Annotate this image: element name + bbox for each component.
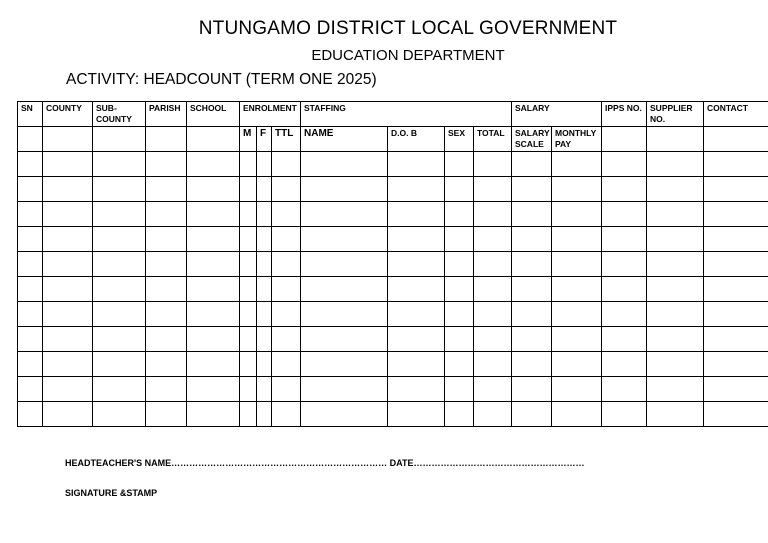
table-cell[interactable] <box>301 352 388 377</box>
table-cell[interactable] <box>240 152 257 177</box>
table-cell[interactable] <box>272 252 301 277</box>
table-cell[interactable] <box>240 177 257 202</box>
table-cell[interactable] <box>445 202 474 227</box>
signature-stamp-label: SIGNATURE &STAMP <box>65 488 158 498</box>
table-cell[interactable] <box>146 327 187 352</box>
table-cell[interactable] <box>704 152 768 177</box>
table-row <box>18 302 768 327</box>
table-cell[interactable] <box>240 402 257 427</box>
table-cell[interactable] <box>647 377 704 402</box>
table-cell[interactable] <box>93 227 146 252</box>
table-cell[interactable] <box>445 302 474 327</box>
table-cell[interactable] <box>552 177 602 202</box>
header-ipps-no: IPPS NO. <box>602 102 647 127</box>
header-enrolment: ENROLMENT <box>240 102 301 127</box>
table-cell[interactable] <box>474 277 512 302</box>
table-cell[interactable] <box>704 177 768 202</box>
table-cell[interactable] <box>43 252 93 277</box>
table-cell[interactable] <box>18 352 43 377</box>
subheader-sex: SEX <box>445 127 474 152</box>
table-cell[interactable] <box>301 202 388 227</box>
table-cell[interactable] <box>704 352 768 377</box>
table-cell[interactable] <box>301 277 388 302</box>
table-cell[interactable] <box>272 152 301 177</box>
table-row <box>18 177 768 202</box>
subheader-name: NAME <box>301 127 388 152</box>
table-cell[interactable] <box>93 352 146 377</box>
table-cell[interactable] <box>647 202 704 227</box>
table-row <box>18 227 768 252</box>
table-cell[interactable] <box>240 252 257 277</box>
table-cell[interactable] <box>43 352 93 377</box>
table-cell[interactable] <box>240 227 257 252</box>
table-cell[interactable] <box>272 377 301 402</box>
table-cell[interactable] <box>647 302 704 327</box>
table-cell[interactable] <box>187 352 240 377</box>
table-cell[interactable] <box>552 152 602 177</box>
table-cell[interactable] <box>43 177 93 202</box>
table-cell[interactable] <box>257 252 272 277</box>
table-cell[interactable] <box>93 402 146 427</box>
table-row <box>18 202 768 227</box>
table-cell[interactable] <box>602 177 647 202</box>
table-cell[interactable] <box>512 402 552 427</box>
table-cell[interactable] <box>445 177 474 202</box>
table-cell[interactable] <box>240 202 257 227</box>
table-cell[interactable] <box>552 227 602 252</box>
table-cell[interactable] <box>187 302 240 327</box>
header-contact: CONTACT <box>704 102 768 127</box>
header-county: COUNTY <box>43 102 93 127</box>
table-cell[interactable] <box>187 252 240 277</box>
table-row <box>18 152 768 177</box>
table-cell[interactable] <box>512 252 552 277</box>
table-cell[interactable] <box>445 377 474 402</box>
table-row <box>18 402 768 427</box>
table-cell[interactable] <box>240 302 257 327</box>
subheader-blank <box>43 127 93 152</box>
table-cell[interactable] <box>43 327 93 352</box>
table-cell[interactable] <box>272 327 301 352</box>
table-cell[interactable] <box>474 177 512 202</box>
table-cell[interactable] <box>146 277 187 302</box>
table-cell[interactable] <box>602 352 647 377</box>
table-cell[interactable] <box>704 402 768 427</box>
table-cell[interactable] <box>146 252 187 277</box>
table-cell[interactable] <box>552 402 602 427</box>
header-staffing: STAFFING <box>301 102 512 127</box>
table-cell[interactable] <box>445 252 474 277</box>
table-cell[interactable] <box>93 202 146 227</box>
table-cell[interactable] <box>257 277 272 302</box>
table-cell[interactable] <box>602 402 647 427</box>
table-cell[interactable] <box>187 177 240 202</box>
table-cell[interactable] <box>301 177 388 202</box>
table-cell[interactable] <box>647 352 704 377</box>
table-cell[interactable] <box>146 152 187 177</box>
table-cell[interactable] <box>146 352 187 377</box>
table-cell[interactable] <box>445 152 474 177</box>
table-cell[interactable] <box>257 302 272 327</box>
table-cell[interactable] <box>388 152 445 177</box>
table-cell[interactable] <box>602 327 647 352</box>
header-sub-county: SUB-COUNTY <box>93 102 146 127</box>
table-cell[interactable] <box>388 227 445 252</box>
table-cell[interactable] <box>445 227 474 252</box>
table-cell[interactable] <box>647 402 704 427</box>
headcount-table <box>17 101 768 427</box>
table-row <box>18 327 768 352</box>
subheader-f: F <box>257 127 272 152</box>
table-cell[interactable] <box>93 277 146 302</box>
subheader-blank <box>602 127 647 152</box>
table-cell[interactable] <box>18 402 43 427</box>
table-cell[interactable] <box>93 252 146 277</box>
table-cell[interactable] <box>445 402 474 427</box>
table-cell[interactable] <box>272 177 301 202</box>
table-cell[interactable] <box>704 277 768 302</box>
table-cell[interactable] <box>704 302 768 327</box>
table-cell[interactable] <box>647 177 704 202</box>
header-school: SCHOOL <box>187 102 240 127</box>
table-cell[interactable] <box>602 202 647 227</box>
table-cell[interactable] <box>512 302 552 327</box>
table-cell[interactable] <box>146 377 187 402</box>
table-cell[interactable] <box>647 227 704 252</box>
table-cell[interactable] <box>301 227 388 252</box>
subheader-blank <box>146 127 187 152</box>
table-cell[interactable] <box>474 377 512 402</box>
table-cell[interactable] <box>445 327 474 352</box>
table-cell[interactable] <box>512 352 552 377</box>
table-cell[interactable] <box>388 277 445 302</box>
table-cell[interactable] <box>240 327 257 352</box>
table-cell[interactable] <box>187 152 240 177</box>
table-cell[interactable] <box>388 327 445 352</box>
table-cell[interactable] <box>388 352 445 377</box>
table-cell[interactable] <box>647 252 704 277</box>
table-cell[interactable] <box>18 177 43 202</box>
table-cell[interactable] <box>647 327 704 352</box>
table-cell[interactable] <box>43 377 93 402</box>
table-cell[interactable] <box>445 277 474 302</box>
table-cell[interactable] <box>257 177 272 202</box>
table-cell[interactable] <box>43 152 93 177</box>
table-cell[interactable] <box>552 302 602 327</box>
table-row <box>18 377 768 402</box>
table-cell[interactable] <box>388 177 445 202</box>
table-cell[interactable] <box>187 327 240 352</box>
table-cell[interactable] <box>704 252 768 277</box>
table-cell[interactable] <box>602 227 647 252</box>
table-cell[interactable] <box>388 302 445 327</box>
table-cell[interactable] <box>474 152 512 177</box>
subheader-monthly-pay: MONTHLY PAY <box>552 127 602 152</box>
table-cell[interactable] <box>474 327 512 352</box>
table-cell[interactable] <box>257 327 272 352</box>
table-cell[interactable] <box>187 227 240 252</box>
table-cell[interactable] <box>272 202 301 227</box>
table-cell[interactable] <box>474 402 512 427</box>
header-salary: SALARY <box>512 102 602 127</box>
table-cell[interactable] <box>474 227 512 252</box>
table-cell[interactable] <box>272 302 301 327</box>
subheader-blank <box>647 127 704 152</box>
subheader-total: TOTAL <box>474 127 512 152</box>
table-cell[interactable] <box>18 377 43 402</box>
table-cell[interactable] <box>512 327 552 352</box>
subheader-blank <box>18 127 43 152</box>
table-cell[interactable] <box>240 277 257 302</box>
table-cell[interactable] <box>704 202 768 227</box>
district-title: NTUNGAMO DISTRICT LOCAL GOVERNMENT <box>198 18 618 39</box>
table-row <box>18 277 768 302</box>
table-cell[interactable] <box>18 302 43 327</box>
table-cell[interactable] <box>93 377 146 402</box>
table-cell[interactable] <box>301 327 388 352</box>
table-cell[interactable] <box>602 377 647 402</box>
table-cell[interactable] <box>43 302 93 327</box>
table-cell[interactable] <box>187 377 240 402</box>
table-cell[interactable] <box>257 227 272 252</box>
table-cell[interactable] <box>704 377 768 402</box>
header-supplier-no: SUPPLIER NO. <box>647 102 704 127</box>
table-cell[interactable] <box>474 302 512 327</box>
headteacher-name-date-line: HEADTEACHER'S NAME……………………………………………………………… DATE………………………………………………… <box>65 458 585 468</box>
table-cell[interactable] <box>18 327 43 352</box>
table-cell[interactable] <box>552 277 602 302</box>
table-cell[interactable] <box>512 227 552 252</box>
table-cell[interactable] <box>272 227 301 252</box>
subheader-salary-scale: SALARY SCALE <box>512 127 552 152</box>
header-parish: PARISH <box>146 102 187 127</box>
table-cell[interactable] <box>301 302 388 327</box>
table-cell[interactable] <box>301 402 388 427</box>
table-cell[interactable] <box>647 277 704 302</box>
table-cell[interactable] <box>512 277 552 302</box>
subheader-blank <box>93 127 146 152</box>
table-cell[interactable] <box>93 177 146 202</box>
table-cell[interactable] <box>240 352 257 377</box>
table-cell[interactable] <box>602 252 647 277</box>
table-cell[interactable] <box>301 152 388 177</box>
table-cell[interactable] <box>552 202 602 227</box>
subheader-blank <box>187 127 240 152</box>
table-cell[interactable] <box>257 352 272 377</box>
table-header-row <box>18 102 768 127</box>
table-cell[interactable] <box>602 152 647 177</box>
table-cell[interactable] <box>272 402 301 427</box>
table-cell[interactable] <box>512 377 552 402</box>
header-sn: SN <box>18 102 43 127</box>
table-cell[interactable] <box>602 277 647 302</box>
department-subtitle: EDUCATION DEPARTMENT <box>311 47 505 64</box>
table-cell[interactable] <box>146 227 187 252</box>
table-subheader-row <box>18 127 768 152</box>
table-cell[interactable] <box>301 377 388 402</box>
table-cell[interactable] <box>43 277 93 302</box>
table-cell[interactable] <box>445 352 474 377</box>
table-cell[interactable] <box>93 327 146 352</box>
subheader-ttl: TTL <box>272 127 301 152</box>
table-cell[interactable] <box>704 327 768 352</box>
table-cell[interactable] <box>257 402 272 427</box>
table-cell[interactable] <box>474 352 512 377</box>
subheader-dob: D.O. B <box>388 127 445 152</box>
table-cell[interactable] <box>146 402 187 427</box>
table-cell[interactable] <box>257 202 272 227</box>
table-cell[interactable] <box>512 202 552 227</box>
table-cell[interactable] <box>146 177 187 202</box>
table-cell[interactable] <box>93 152 146 177</box>
table-cell[interactable] <box>272 352 301 377</box>
table-cell[interactable] <box>257 152 272 177</box>
table-cell[interactable] <box>43 227 93 252</box>
table-cell[interactable] <box>602 302 647 327</box>
table-cell[interactable] <box>552 377 602 402</box>
table-cell[interactable] <box>187 202 240 227</box>
table-cell[interactable] <box>388 402 445 427</box>
table-cell[interactable] <box>187 402 240 427</box>
table-cell[interactable] <box>240 377 257 402</box>
table-cell[interactable] <box>647 152 704 177</box>
table-cell[interactable] <box>18 152 43 177</box>
table-cell[interactable] <box>93 302 146 327</box>
table-cell[interactable] <box>388 202 445 227</box>
table-cell[interactable] <box>552 327 602 352</box>
table-cell[interactable] <box>18 252 43 277</box>
table-cell[interactable] <box>257 377 272 402</box>
table-cell[interactable] <box>474 202 512 227</box>
table-cell[interactable] <box>474 252 512 277</box>
table-cell[interactable] <box>187 277 240 302</box>
table-cell[interactable] <box>512 152 552 177</box>
table-cell[interactable] <box>18 277 43 302</box>
table-cell[interactable] <box>704 227 768 252</box>
table-row <box>18 252 768 277</box>
table-cell[interactable] <box>388 377 445 402</box>
table-cell[interactable] <box>552 352 602 377</box>
table-cell[interactable] <box>512 177 552 202</box>
activity-heading: ACTIVITY: HEADCOUNT (TERM ONE 2025) <box>66 71 377 88</box>
subheader-m: M <box>240 127 257 152</box>
table-cell[interactable] <box>272 277 301 302</box>
table-cell[interactable] <box>301 252 388 277</box>
table-cell[interactable] <box>43 202 93 227</box>
subheader-blank <box>704 127 768 152</box>
table-cell[interactable] <box>43 402 93 427</box>
table-cell[interactable] <box>146 302 187 327</box>
table-cell[interactable] <box>146 202 187 227</box>
table-cell[interactable] <box>388 252 445 277</box>
table-row <box>18 352 768 377</box>
table-cell[interactable] <box>552 252 602 277</box>
table-cell[interactable] <box>18 202 43 227</box>
table-cell[interactable] <box>18 227 43 252</box>
